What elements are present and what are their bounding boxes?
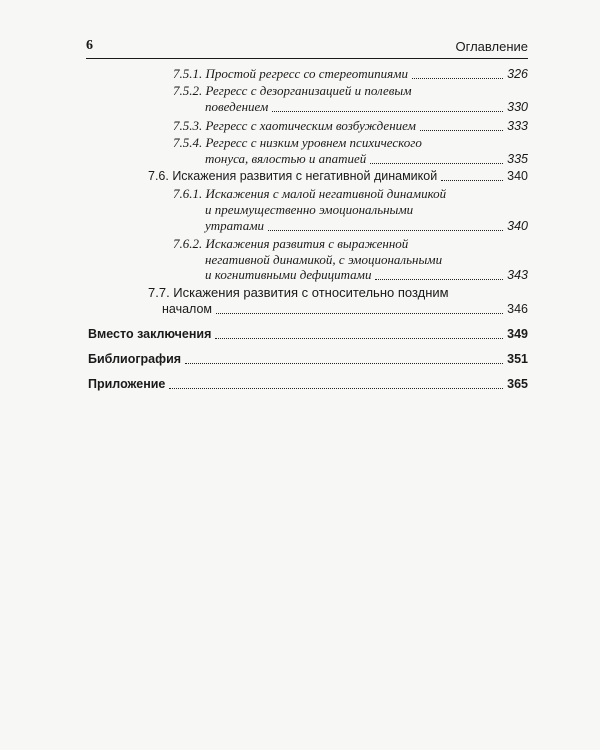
- toc-entry-title: Вместо заключения: [88, 327, 212, 341]
- page-number: 6: [86, 38, 93, 53]
- page-header: [86, 34, 528, 56]
- toc-entry-7-5-2[interactable]: [205, 100, 528, 114]
- toc-page-ref: 330: [507, 100, 528, 114]
- toc-page-ref: 365: [507, 377, 528, 391]
- toc-page-ref: 335: [507, 152, 528, 166]
- toc-page-ref: 351: [507, 352, 528, 366]
- toc-entry-title: Библиография: [88, 352, 182, 366]
- toc-entry-title: началом: [162, 302, 213, 316]
- toc-page-ref: 333: [507, 119, 528, 133]
- dot-leader: [185, 363, 503, 364]
- dot-leader: [268, 230, 503, 231]
- toc-entry-7-6-2-line1[interactable]: 7.6.2. Искажения развития с выраженной: [173, 236, 409, 251]
- dot-leader: [215, 338, 503, 339]
- toc-page-ref: 340: [507, 219, 528, 233]
- toc-entry-7-5-4[interactable]: [205, 152, 528, 166]
- toc-page-ref: 326: [507, 67, 528, 81]
- toc-entry-title: и когнитивными дефицитами: [205, 267, 372, 282]
- toc-entry-7-5-3[interactable]: [173, 119, 528, 133]
- toc-entry-title: Приложение: [88, 377, 166, 391]
- toc-page-ref: 343: [507, 268, 528, 282]
- toc-entry-7-7-line1[interactable]: 7.7. Искажения развития с относительно поздним: [148, 285, 449, 300]
- toc-entry-7-6-2[interactable]: [205, 268, 528, 282]
- toc-entry-title: 7.5.3. Регресс с хаотическим возбуждением: [173, 118, 416, 133]
- dot-leader: [375, 279, 503, 280]
- toc-entry-7-5-1[interactable]: [173, 67, 528, 81]
- toc-entry-7-6-1-line2[interactable]: и преимущественно эмоциональными: [205, 202, 414, 217]
- toc-entry-appendix[interactable]: [88, 377, 528, 391]
- toc-entry-7-5-2-line1[interactable]: 7.5.2. Регресс с дезорганизацией и полевым: [173, 83, 412, 98]
- dot-leader: [272, 111, 503, 112]
- dot-leader: [370, 163, 503, 164]
- toc-entry-7-6-1[interactable]: [205, 219, 528, 233]
- toc-entry-7-6[interactable]: [148, 169, 528, 183]
- running-head: Оглавление: [455, 39, 528, 54]
- header-rule: [86, 58, 528, 59]
- dot-leader: [216, 313, 503, 314]
- toc-entry-title: тонуса, вялостью и апатией: [205, 151, 367, 166]
- toc-entry-7-7[interactable]: [162, 302, 528, 316]
- toc-entry-conclusion[interactable]: [88, 327, 528, 341]
- toc-page-ref: 340: [507, 169, 528, 183]
- toc-entry-title: поведением: [205, 99, 269, 114]
- toc-entry-7-5-4-line1[interactable]: 7.5.4. Регресс с низким уровнем психического: [173, 135, 422, 150]
- toc-entry-7-6-2-line2[interactable]: негативной динамикой, с эмоциональными: [205, 252, 443, 267]
- toc-entry-bibliography[interactable]: [88, 352, 528, 366]
- toc-entry-title: утратами: [205, 218, 265, 233]
- dot-leader: [420, 130, 503, 131]
- toc-entry-7-6-1-line1[interactable]: 7.6.1. Искажения с малой негативной динамикой: [173, 186, 447, 201]
- dot-leader: [412, 78, 503, 79]
- toc-page-ref: 349: [507, 327, 528, 341]
- dot-leader: [169, 388, 503, 389]
- toc-entry-title: 7.6. Искажения развития с негативной динамикой: [148, 169, 438, 183]
- toc-entry-title: 7.5.1. Простой регресс со стереотипиями: [173, 66, 408, 81]
- dot-leader: [441, 180, 503, 181]
- toc-page-ref: 346: [507, 302, 528, 316]
